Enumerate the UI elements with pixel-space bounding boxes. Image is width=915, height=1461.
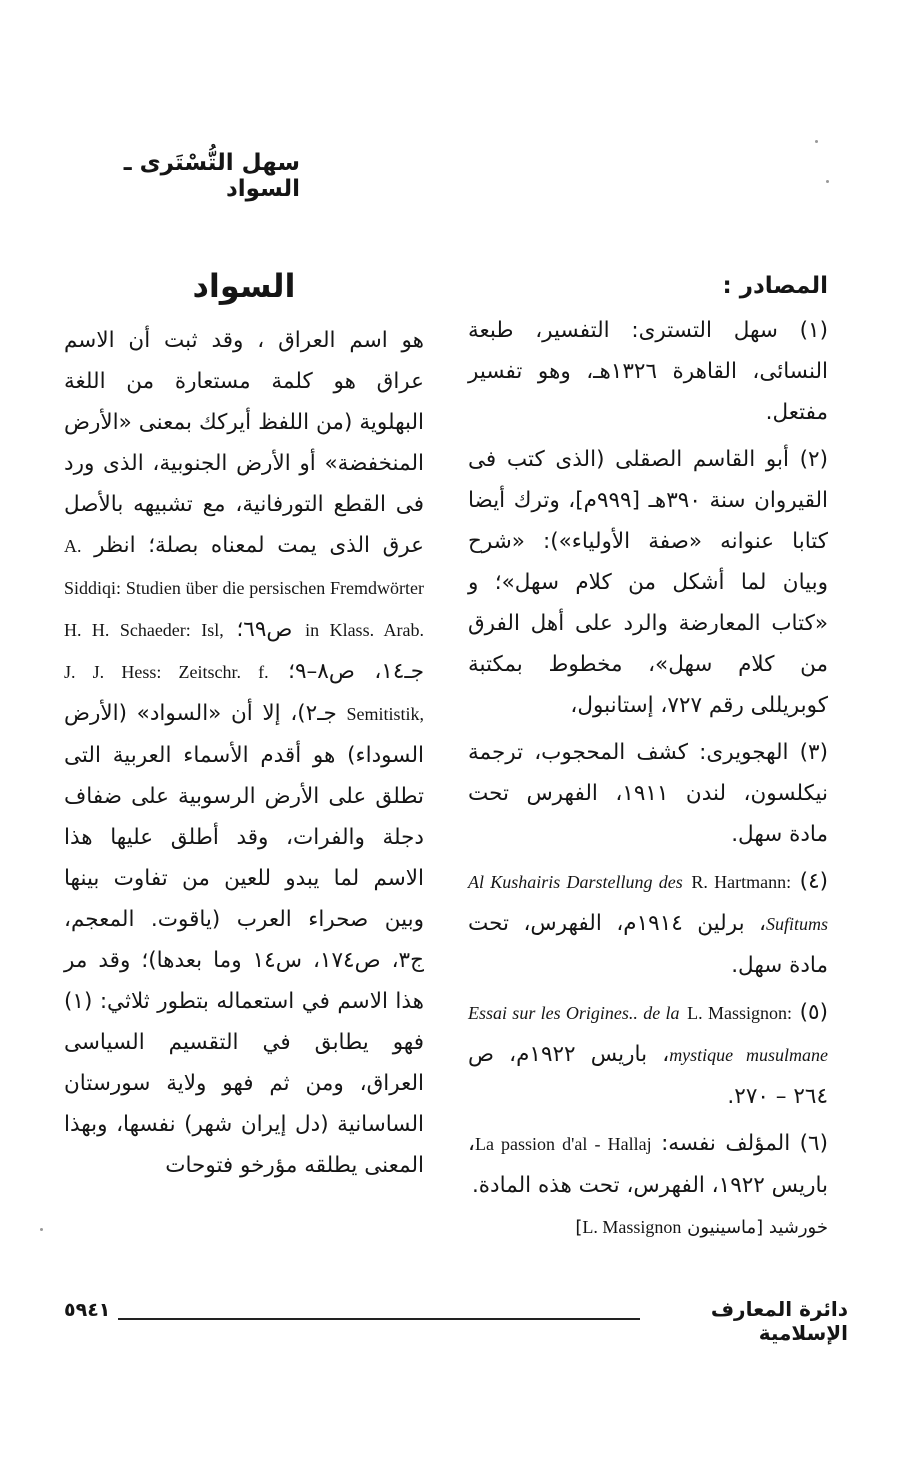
reference-schaeder: H. H. Schaeder: Isl, <box>64 620 224 640</box>
article-column <box>64 262 424 1186</box>
page-number: ٥٩٤١ <box>64 1299 111 1321</box>
source-item-4 <box>468 861 828 986</box>
scan-speck <box>40 1228 43 1231</box>
footer-rule <box>118 1318 640 1320</box>
source-item-1: (١) سهل التسترى: التفسير، طبعة النسائى، القاهرة ١٣٢٦هـ، وهو تفسير مفتعل. <box>468 318 828 425</box>
author-bracket: ] <box>575 1217 583 1238</box>
source-5-details: ، باريس ١٩٢٢م، ص ٢٦٤ – ٢٧٠. <box>468 1042 828 1109</box>
article-paragraph-1: هو اسم العراق ، وقد ثبت أن الاسم عراق هو كلمة مستعارة من اللغة البهلوية (من اللفظ أيركك بمعنى «الأرض المنخفضة» أو الأرض الجنوبية، الذى ورد فى القطع التورفانية، مع تشبيهه بالأصل عرق الذى يمت لمعناه بصلة؛ انظر <box>64 328 424 558</box>
running-header: سهل التُّسْتَرى ـ السواد <box>123 150 300 202</box>
article-author <box>468 1212 828 1243</box>
author-latin: L. Massignon <box>582 1217 682 1237</box>
source-5-number: (٥) <box>799 1000 828 1025</box>
source-4-details: ، برلين ١٩١٤م، الفهرس، تحت مادة سهل. <box>468 911 828 978</box>
article-body <box>64 320 424 1186</box>
article-title: السواد <box>192 267 296 305</box>
source-6-number: (٦) <box>799 1131 828 1156</box>
sources-heading: المصادر : <box>722 273 828 299</box>
source-6-title: La passion d'al - Hallaj <box>474 1134 652 1154</box>
reference-schaeder-page: جـ١٤، ص٨–٩؛ <box>288 659 424 684</box>
scan-speck <box>815 140 818 143</box>
source-4-author: R. Hartmann: <box>691 872 792 892</box>
source-item-2: (٢) أبو القاسم الصقلى (الذى كتب فى القيروان سنة ٣٩٠هـ [٩٩٩م]، وترك أيضا كتابا عنوانه «صفة الأولياء»): «شرح وبيان لما أشكل من كلام سهل»؛ و «كتاب المعارضة والرد على أهل الفرق من كلام سهل»، مخطوط بمكتبة كوبريللى رقم ٧٢٧، إستانبول، <box>468 447 828 718</box>
source-6-details: ، باريس ١٩٢٢، الفهرس، تحت هذه المادة. <box>468 1131 828 1198</box>
source-6-author: المؤلف نفسه: <box>661 1131 791 1156</box>
source-item-6 <box>468 1123 828 1206</box>
scan-speck <box>826 180 829 183</box>
source-4-number: (٤) <box>799 869 829 894</box>
reference-hess: J. J. Hess: Zeitschr. f. Semitistik, <box>64 662 424 724</box>
source-4-title: Al Kushairis Darstellung des Sufitums <box>468 872 828 934</box>
source-5-author: L. Massignon: <box>687 1003 792 1023</box>
source-item-3: (٣) الهجويرى: كشف المحجوب، ترجمة نيكلسون، لندن ١٩١١، الفهرس تحت مادة سهل. <box>468 740 828 847</box>
reference-siddiqi-page: ص٦٩؛ <box>236 617 293 642</box>
publication-name: دائرة المعارف الإسلامية <box>710 1297 848 1345</box>
source-5-title: Essai sur les Origines.. de la mystique musulmane <box>468 1003 828 1065</box>
article-paragraph-2: جـ٢)، إلا أن «السواد» (الأرض السوداء) هو أقدم الأسماء العربية التى تطلق على الأرض الرسوبية على ضفاف دجلة والفرات، وقد أطلق عليها هذا الاسم لما يبدو للعين من تفاوت بينها وبين صحراء العرب (ياقوت. المعجم، ج٣، ص١٧٤، س١٤ وما بعدها)؛ وقد مر هذا الاسم في استعماله بتطور ثلاثي: (١) فهو يطابق في التقسيم السياسى العراق، ومن ثم فهو ولاية سورستان الساسانية (دل إيران شهر) نفسها، وبهذا المعنى يطلقه مؤرخو فتوحات <box>64 701 424 1178</box>
author-arabic: خورشيد [ماسينيون <box>687 1217 828 1238</box>
sources-column <box>468 262 828 1243</box>
source-item-5 <box>468 992 828 1117</box>
reference-siddiqi: A. Siddiqi: Studien über die persischen Fremdwörter in Klass. Arab. <box>64 536 424 640</box>
